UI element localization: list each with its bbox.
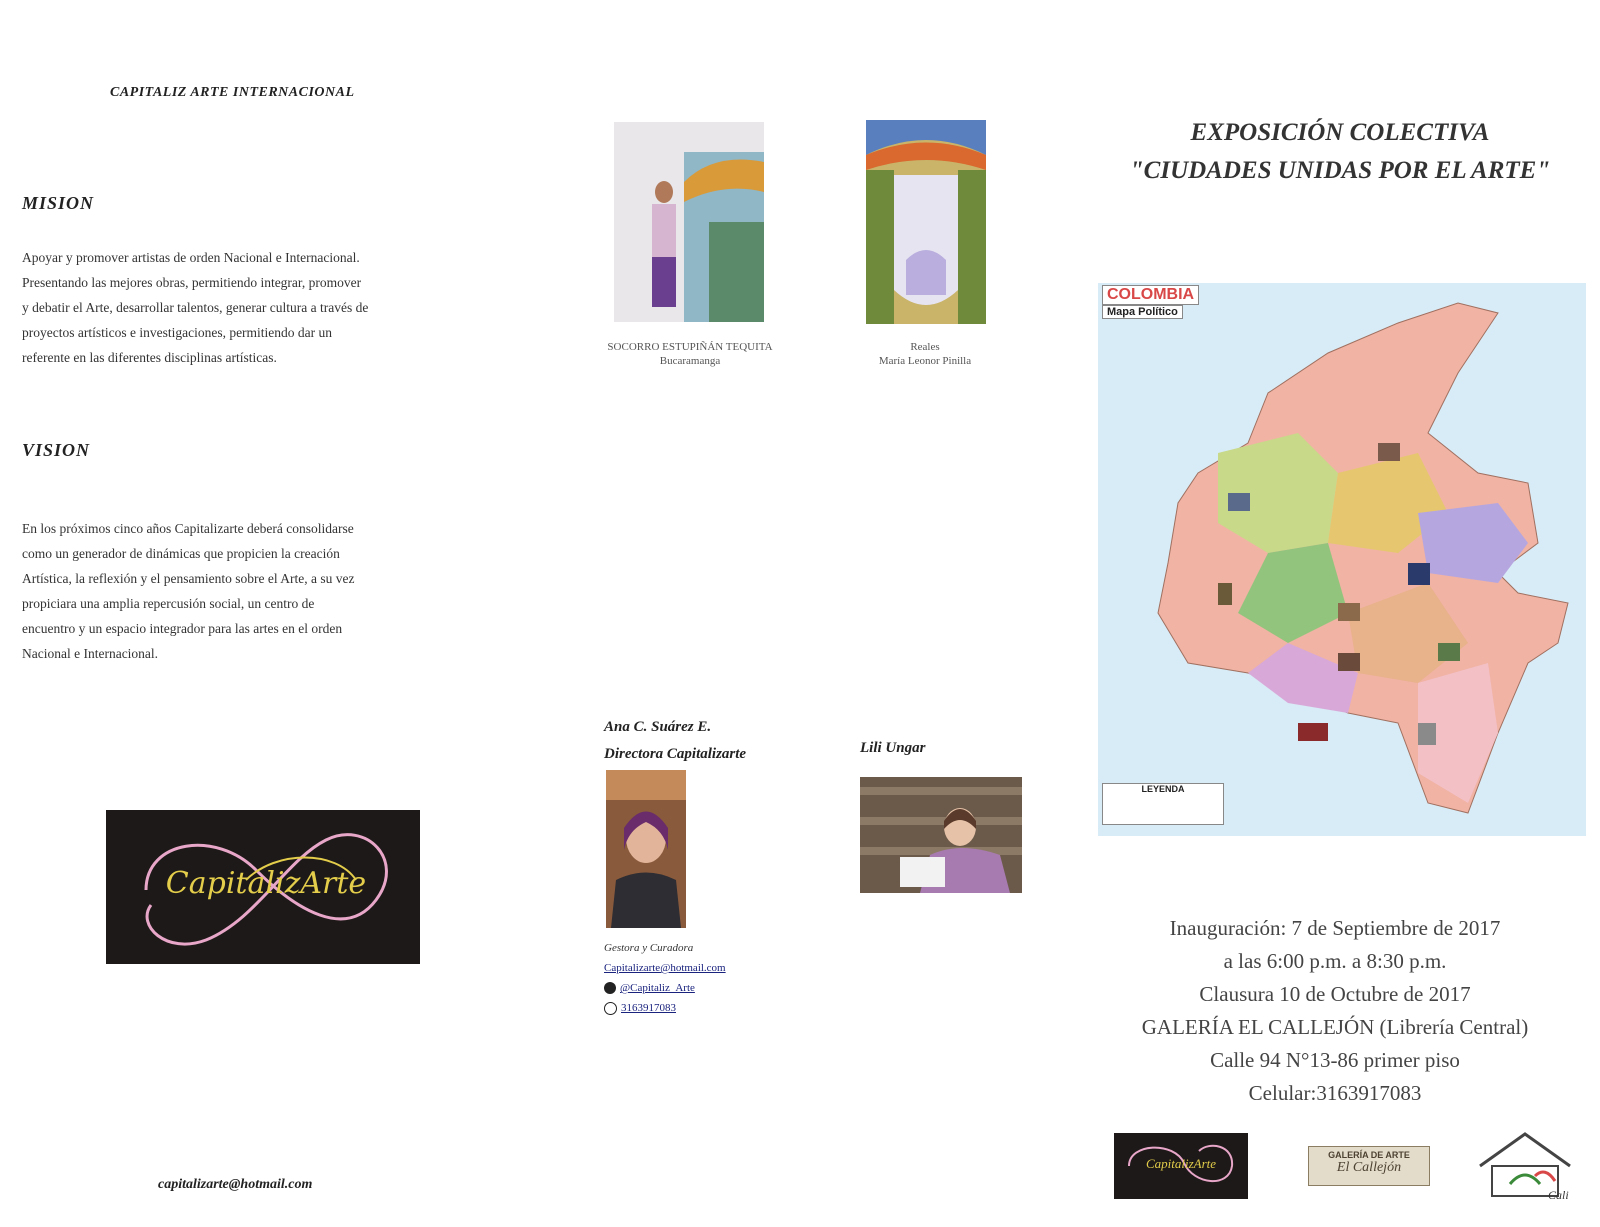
artwork-title: Reales (910, 341, 940, 353)
artist1-photo-image (614, 122, 764, 322)
mission-line: Apoyar y promover artistas de orden Nacional e Internacional. (22, 250, 360, 265)
organization-header: CAPITALIZ ARTE INTERNACIONAL (110, 85, 355, 100)
guest-photo-image (860, 777, 1022, 893)
colombia-map (1098, 283, 1586, 836)
artist1-photo (614, 122, 764, 322)
director-label (604, 714, 746, 768)
vision-line: En los próximos cinco años Capitalizarte deberá consolidarse (22, 521, 354, 536)
info-address: Calle 94 N°13-86 primer piso (1210, 1048, 1460, 1072)
map-subtitle: Mapa Político (1102, 305, 1183, 319)
sponsor-capitalizarte-text: CapitalizArte (1145, 1156, 1217, 1171)
info-inauguration: Inauguración: 7 de Septiembre de 2017 (1169, 916, 1501, 940)
map-legend (1102, 783, 1224, 825)
mission-line: Presentando las mejores obras, permitiendo integrar, promover (22, 275, 362, 290)
bottom-email: capitalizarte@hotmail.com (158, 1177, 313, 1192)
contact-phone-link[interactable]: 3163917083 (621, 1002, 676, 1014)
instagram-icon (604, 982, 616, 994)
event-info (1100, 912, 1570, 1110)
sponsor-cali-logo (1470, 1126, 1580, 1206)
vision-text (22, 516, 522, 666)
director-photo-image (606, 770, 686, 928)
exhibition-title-line1: EXPOSICIÓN COLECTIVA (1190, 119, 1490, 146)
contact-social-link[interactable]: @Capitaliz_Arte (620, 982, 695, 994)
artwork-image (866, 120, 986, 324)
exhibition-title-line2: "CIUDADES UNIDAS POR EL ARTE" (1129, 157, 1551, 184)
artwork-photo (866, 120, 986, 324)
director-photo (606, 770, 686, 928)
vision-line: propiciara una amplia repercusión social, un centro de (22, 596, 315, 611)
vision-line: encuentro y un espacio integrador para las artes en el orden (22, 621, 343, 636)
logo-text: CapitalizArte (165, 866, 367, 901)
contact-block (604, 938, 726, 1018)
mission-line: referente en las diferentes disciplinas artísticas. (22, 350, 277, 365)
info-phone: Celular:3163917083 (1248, 1081, 1422, 1105)
mission-text (22, 245, 522, 370)
info-time: a las 6:00 p.m. a 8:30 p.m. (1223, 949, 1447, 973)
contact-social-row (604, 978, 726, 998)
director-title: Directora Capitalizarte (604, 746, 747, 762)
info-gallery: GALERÍA EL CALLEJÓN (Librería Central) (1141, 1015, 1529, 1039)
sponsor-gallery-line2: El Callejón (1336, 1160, 1402, 1175)
sponsor-capitalizarte-logo (1114, 1133, 1248, 1199)
guest-photo (860, 777, 1022, 893)
capitalizarte-logo (106, 810, 420, 964)
colombia-map-image (1098, 283, 1586, 836)
director-name: Ana C. Suárez E. (604, 719, 712, 735)
mission-title: MISION (22, 193, 95, 213)
whatsapp-icon (604, 1002, 617, 1015)
exhibition-title (1090, 114, 1590, 190)
contact-role: Gestora y Curadora (604, 942, 694, 954)
map-legend-title: LEYENDA (1141, 784, 1185, 794)
sponsor-gallery-logo (1308, 1146, 1430, 1186)
vision-line: como un generador de dinámicas que propicien la creación (22, 546, 340, 561)
sponsor-gallery-line1: GALERÍA DE ARTE (1328, 1150, 1410, 1160)
mission-line: proyectos artísticos e investigaciones, permitiendo dar un (22, 325, 333, 340)
sponsor-cali-text: Cali (1548, 1188, 1569, 1202)
vision-line: Nacional e Internacional. (22, 646, 159, 661)
info-closing: Clausura 10 de Octubre de 2017 (1199, 982, 1471, 1006)
artwork-artist: María Leonor Pinilla (878, 355, 972, 367)
guest-name: Lili Ungar (860, 740, 926, 756)
artist1-city: Bucaramanga (659, 355, 721, 367)
vision-title: VISION (22, 440, 91, 460)
artwork-caption (850, 340, 1000, 368)
contact-email-link[interactable]: Capitalizarte@hotmail.com (604, 962, 726, 974)
map-title: COLOMBIA (1102, 285, 1199, 305)
mission-line: y debatir el Arte, desarrollar talentos, generar cultura a través de (22, 300, 369, 315)
artist1-name: SOCORRO ESTUPIÑÁN TEQUITA (607, 341, 773, 353)
artist1-caption (585, 340, 795, 368)
vision-line: Artística, la reflexión y el pensamiento sobre el Arte, a su vez (22, 571, 355, 586)
contact-phone-row (604, 998, 726, 1018)
